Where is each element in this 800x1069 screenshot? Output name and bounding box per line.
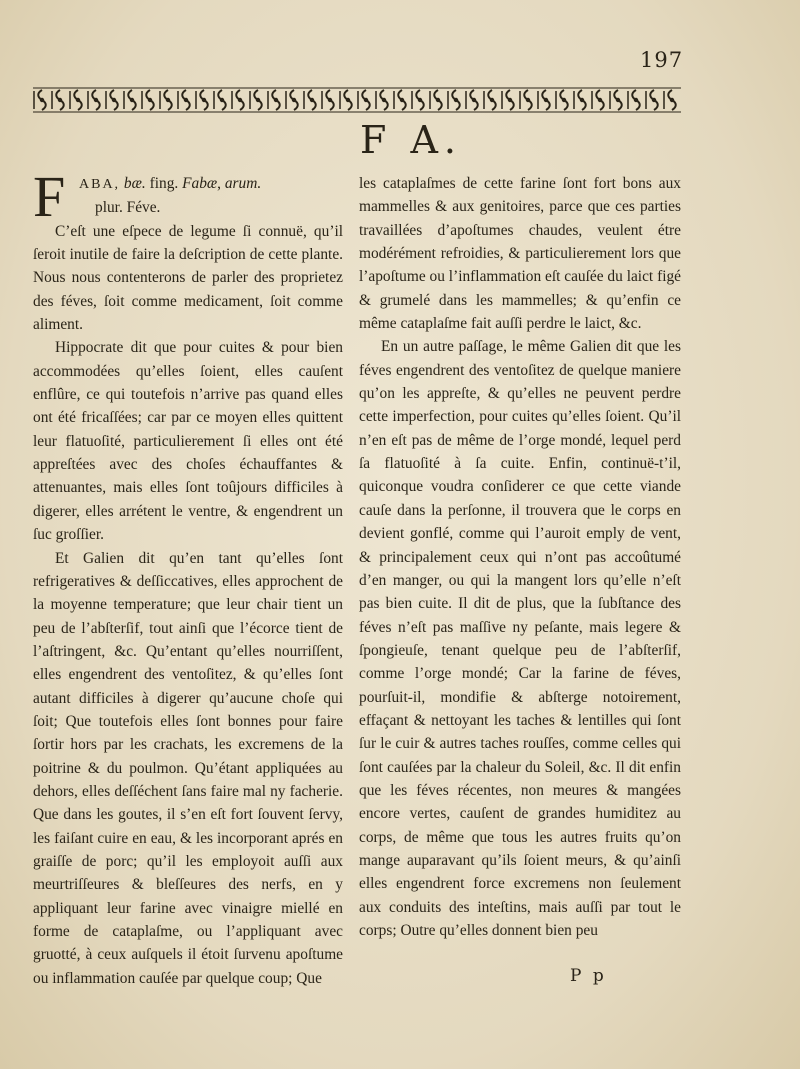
entry-heading-line1: ABA, bæ. fing. Fabæ, arum. bbox=[79, 175, 262, 192]
right-column bbox=[359, 172, 681, 942]
page-number: 197 bbox=[640, 48, 684, 72]
signature-mark: P p bbox=[570, 966, 607, 986]
paragraph: C’eſt une eſpece de legume ſi connuë, qu’il ſeroit inutile de faire la deſcription de cette plante. Nous nous contenterons de parler des proprietez des féves, ſoit comme medicament, ſoit comme aliment. bbox=[33, 222, 343, 334]
drop-cap: F bbox=[33, 164, 66, 229]
paragraph: Et Galien dit qu’en tant qu’elles ſont refrigeratives & deſſiccatives, elles approchent de la moyenne temperature; que leur chair tient un peu de l’abſterſif, tout ainſi que l’écorce tient de l’aſtringent, &c. Qu’entant qu’elles nourriſſent, elles engendrent des ventoſitez, & qu’elles ſont autant difficiles à digerer qu’aucune choſe qui ſoit; Que toutefois elles ſont bonnes pour faire ſortir hors par les crachats, les excremens de la poitrine & du poulmon. Qu’étant appliquées au dehors, elles deſſéchent ſans faire mal ny facherie. Que dans les goutes, il s’en eſt fort ſouvent ſervy, les faiſant cuire en eau, & les incorporant aprés en graiſſe de porc; qu’il les employoit auſſi aux meurtriſſeures & bleſſeures des nerfs, en y appliquant leur farine avec vinaigre miellé en forme de cataplaſme, ou l’appliquant avec gruotté, à ceux auſquels il étoit ſurvenu apoſtume ou inflammation cauſée par quelque coup; Que bbox=[33, 549, 343, 987]
left-column bbox=[33, 164, 343, 990]
paragraph: les cataplaſmes de cette farine ſont fort bons aux mammelles & aux genitoires, parce que ces parties travaillées d’apoſtumes chaudes, veulent étre modérément refroidies, & particulierement lors que l’apoſtume ou l’inflammation eſt cauſée du laict figé & grumelé dans les mammelles; & qu’enfin ce même cataplaſme fait auſſi perdre le laict, &c. bbox=[359, 175, 681, 333]
headword-plural: Fabæ bbox=[182, 175, 218, 192]
headword-plural-genitive: arum. bbox=[224, 175, 262, 192]
singular-label: fing. bbox=[149, 175, 179, 192]
headword-singular-ending: bæ. bbox=[123, 175, 146, 192]
section-title: F A. bbox=[360, 118, 462, 162]
entry-heading bbox=[33, 164, 343, 229]
entry-heading-line2: plur. Féve. bbox=[95, 199, 161, 217]
paragraph: En un autre paſſage, le même Galien dit que les féves engendrent des ventoſitez de quelque maniere qu’on les appreſte, & qu’elles ne peuvent perdre cette imperfection, pour cuites qu’elles ſoient. Qu’il n’en eſt pas de même de l’orge mondé, lequel perd ſa flatuoſité à ſa cuite. Enfin, continuë-t’il, quiconque voudra conſiderer ce que cette viande cauſe dans la perſonne, il trouvera que le corps en devient gonflé, comme qui l’auroit emply de vent, & principalement ceux qui n’ont pas accoûtumé d’en manger, ou qui la mangent lors qu’elle n’eſt pas bien cuite. Il dit de plus, que la ſubſtance des féves n’eſt pas maſſive ny peſante, mais legere & ſpongieuſe, tenant quelque peu de l’abſterſif, comme l’orge mondé; Car la farine de féves, pourſuit-il, mondifie & abſterge notoirement, effaçant & nettoyant les taches & lentilles qui ſont ſur le cuir & autres taches rouſſes, comme celles qui ſont cauſées par la chaleur du Soleil, &c. Il dit enfin que les féves récentes, non meures & mangées encore vertes, cauſent de grandes humiditez au corps, de même que tous les autres fruits qu’on mange auparavant qu’ils ſoient meurs, & qu’ainſi elles engendrent force excremens non ſeulement aux conduits des inteſtins, mais auſſi par tout le corps; Outre qu’elles donnent bien peu bbox=[359, 338, 681, 939]
headword: ABA, bbox=[79, 177, 121, 192]
paragraph: Hippocrate dit que pour cuites & pour bien accommodées qu’elles ſoient, elles cauſent enflûre, ce qui toutefois n’arrive pas quand elles ont été fricaſſées; car par ce moyen elles quittent leur flatuoſité, particulierement ſi elles ont été appreſtées avec des choſes échauffantes & attenuantes, mais elles ſont toûjours difficiles à digerer, elles arrétent le ventre, & engendrent un ſuc groſſier. bbox=[33, 339, 343, 544]
ornament-band bbox=[33, 87, 681, 113]
